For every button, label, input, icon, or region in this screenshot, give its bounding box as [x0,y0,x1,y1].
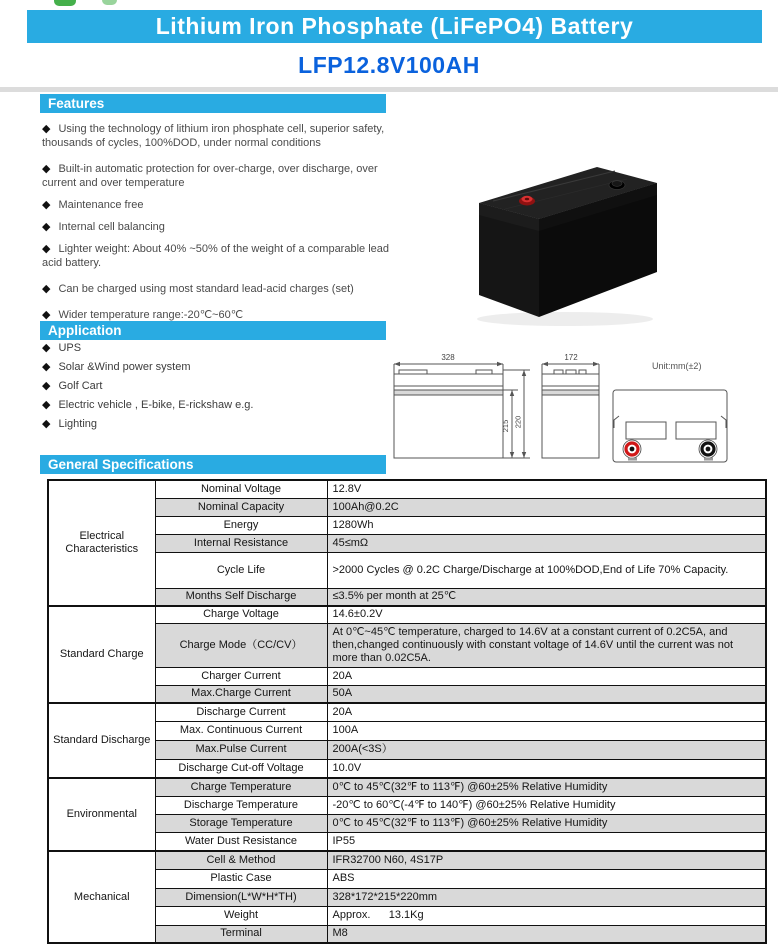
features-list [42,122,400,322]
spec-value-cell: At 0℃~45℃ temperature, charged to 14.6V at a constant current of 0.2C5A, and then,changed continuously with constant voltage of 14.6V until the current was not more than 0.02C5A. [327,623,766,667]
spec-value-cell: 200A(<3S） [327,740,766,759]
feature-item [42,122,400,150]
spec-param-cell: Cycle Life [155,552,327,588]
spec-group-cell: Standard Discharge [48,703,155,778]
top-view-drawing [610,386,732,466]
spec-value-cell: 100A [327,721,766,740]
spec-param-cell: Nominal Capacity [155,498,327,516]
spec-param-cell: Water Dust Resistance [155,832,327,851]
spec-value-cell: >2000 Cycles @ 0.2C Charge/Discharge at 100%DOD,End of Life 70% Capacity. [327,552,766,588]
application-item-text: Lighting [58,418,98,430]
spec-value-cell: 20A [327,703,766,721]
spec-param-cell: Dimension(L*W*H*TH) [155,888,327,906]
logo-fragment-icon [54,0,76,6]
spec-value-cell: M8 [327,925,766,943]
application-item [42,417,400,431]
spec-value-cell: 20A [327,667,766,685]
feature-item-text: Maintenance free [58,199,144,211]
divider [0,87,778,92]
features-header: Features [40,94,386,113]
application-item-text: Solar &Wind power system [58,361,191,373]
spec-value-cell: IP55 [327,832,766,851]
spec-group-cell: Environmental [48,778,155,851]
diamond-bullet-icon: ◆ [42,380,51,392]
spec-param-cell: Nominal Voltage [155,480,327,498]
application-item-text: Golf Cart [58,380,103,392]
feature-item [42,282,400,296]
spec-value-cell: 0℃ to 45℃(32℉ to 113℉) @60±25% Relative Humidity [327,778,766,796]
spec-value-cell: 14.6±0.2V [327,606,766,623]
application-item-text: Electric vehicle , E-bike, E-rickshaw e.g. [58,399,254,411]
spec-value-cell: IFR32700 N60, 4S17P [327,851,766,869]
spec-param-cell: Max. Continuous Current [155,721,327,740]
spec-param-cell: Charge Mode（CC/CV） [155,623,327,667]
spec-param-cell: Internal Resistance [155,534,327,552]
application-item [42,379,400,393]
spec-value-cell: -20℃ to 60℃(-4℉ to 140℉) @60±25% Relative Humidity [327,796,766,814]
logo-fragment-icon [102,0,117,5]
spec-value-cell: ABS [327,869,766,888]
specs-header: General Specifications [40,455,386,474]
diamond-bullet-icon: ◆ [42,123,51,135]
application-header: Application [40,321,386,340]
page-banner: Lithium Iron Phosphate (LiFePO4) Battery [27,10,762,43]
spec-value-cell: ≤3.5% per month at 25℃ [327,588,766,606]
diamond-bullet-icon: ◆ [42,361,51,373]
diamond-bullet-icon: ◆ [42,418,51,430]
spec-param-cell: Charger Current [155,667,327,685]
application-item [42,360,400,374]
spec-param-cell: Months Self Discharge [155,588,327,606]
spec-value-cell: 10.0V [327,759,766,778]
application-item [42,341,400,355]
spec-table-body [48,480,766,943]
spec-param-cell: Max.Charge Current [155,685,327,703]
dim-side-width: 172 [564,353,578,362]
side-view-drawing [538,350,604,462]
application-item [42,398,400,412]
feature-item [42,220,400,234]
dim-front-width: 328 [441,353,455,362]
black-terminal-icon [609,181,625,190]
dim-height-outer: 220 [513,415,523,429]
application-list [42,341,400,436]
feature-item-text: Built-in automatic protection for over-charge, over discharge, over current and over temperature [42,163,378,189]
front-view-drawing [390,350,536,462]
diamond-bullet-icon: ◆ [42,283,51,295]
model-title: LFP12.8V100AH [298,52,480,78]
spec-value-cell: 100Ah@0.2C [327,498,766,516]
spec-param-cell: Max.Pulse Current [155,740,327,759]
dim-height-inner: 215 [501,419,510,433]
diamond-bullet-icon: ◆ [42,199,51,211]
diamond-bullet-icon: ◆ [42,163,51,175]
spec-value-cell: 0℃ to 45℃(32℉ to 113℉) @60±25% Relative Humidity [327,814,766,832]
spec-group-cell: Mechanical [48,851,155,943]
spec-param-cell: Discharge Current [155,703,327,721]
spec-value-cell: 328*172*215*220mm [327,888,766,906]
feature-item [42,162,400,190]
spec-param-cell: Charge Temperature [155,778,327,796]
spec-value-cell: Approx. 13.1Kg [327,906,766,925]
feature-item [42,198,400,212]
diamond-bullet-icon: ◆ [42,342,51,354]
spec-param-cell: Energy [155,516,327,534]
spec-param-cell: Plastic Case [155,869,327,888]
spec-param-cell: Charge Voltage [155,606,327,623]
feature-item-text: Lighter weight: About 40% ~50% of the weight of a comparable lead acid battery. [42,243,389,269]
spec-value-cell: 1280Wh [327,516,766,534]
spec-value-cell: 45≤mΩ [327,534,766,552]
application-item-text: UPS [58,342,82,354]
battery-photo [465,115,670,330]
diamond-bullet-icon: ◆ [42,221,51,233]
feature-item [42,308,400,322]
spec-param-cell: Discharge Temperature [155,796,327,814]
spec-value-cell: 50A [327,685,766,703]
spec-table [47,479,767,944]
diamond-bullet-icon: ◆ [42,243,51,255]
feature-item [42,242,400,270]
spec-param-cell: Terminal [155,925,327,943]
diamond-bullet-icon: ◆ [42,399,51,411]
diamond-bullet-icon: ◆ [42,309,51,321]
spec-group-cell: Standard Charge [48,606,155,703]
feature-item-text: Using the technology of lithium iron phosphate cell, superior safety, thousands of cycles, 100%DOD, under normal conditions [42,123,385,149]
spec-param-cell: Storage Temperature [155,814,327,832]
unit-note: Unit:mm(±2) [652,361,702,371]
spec-value-cell: 12.8V [327,480,766,498]
spec-group-cell: Electrical Characteristics [48,480,155,606]
spec-param-cell: Weight [155,906,327,925]
spec-param-cell: Discharge Cut-off Voltage [155,759,327,778]
feature-item-text: Internal cell balancing [58,221,165,233]
feature-item-text: Can be charged using most standard lead-acid charges (set) [58,283,354,295]
spec-param-cell: Cell & Method [155,851,327,869]
feature-item-text: Wider temperature range:-20℃~60℃ [58,309,244,321]
